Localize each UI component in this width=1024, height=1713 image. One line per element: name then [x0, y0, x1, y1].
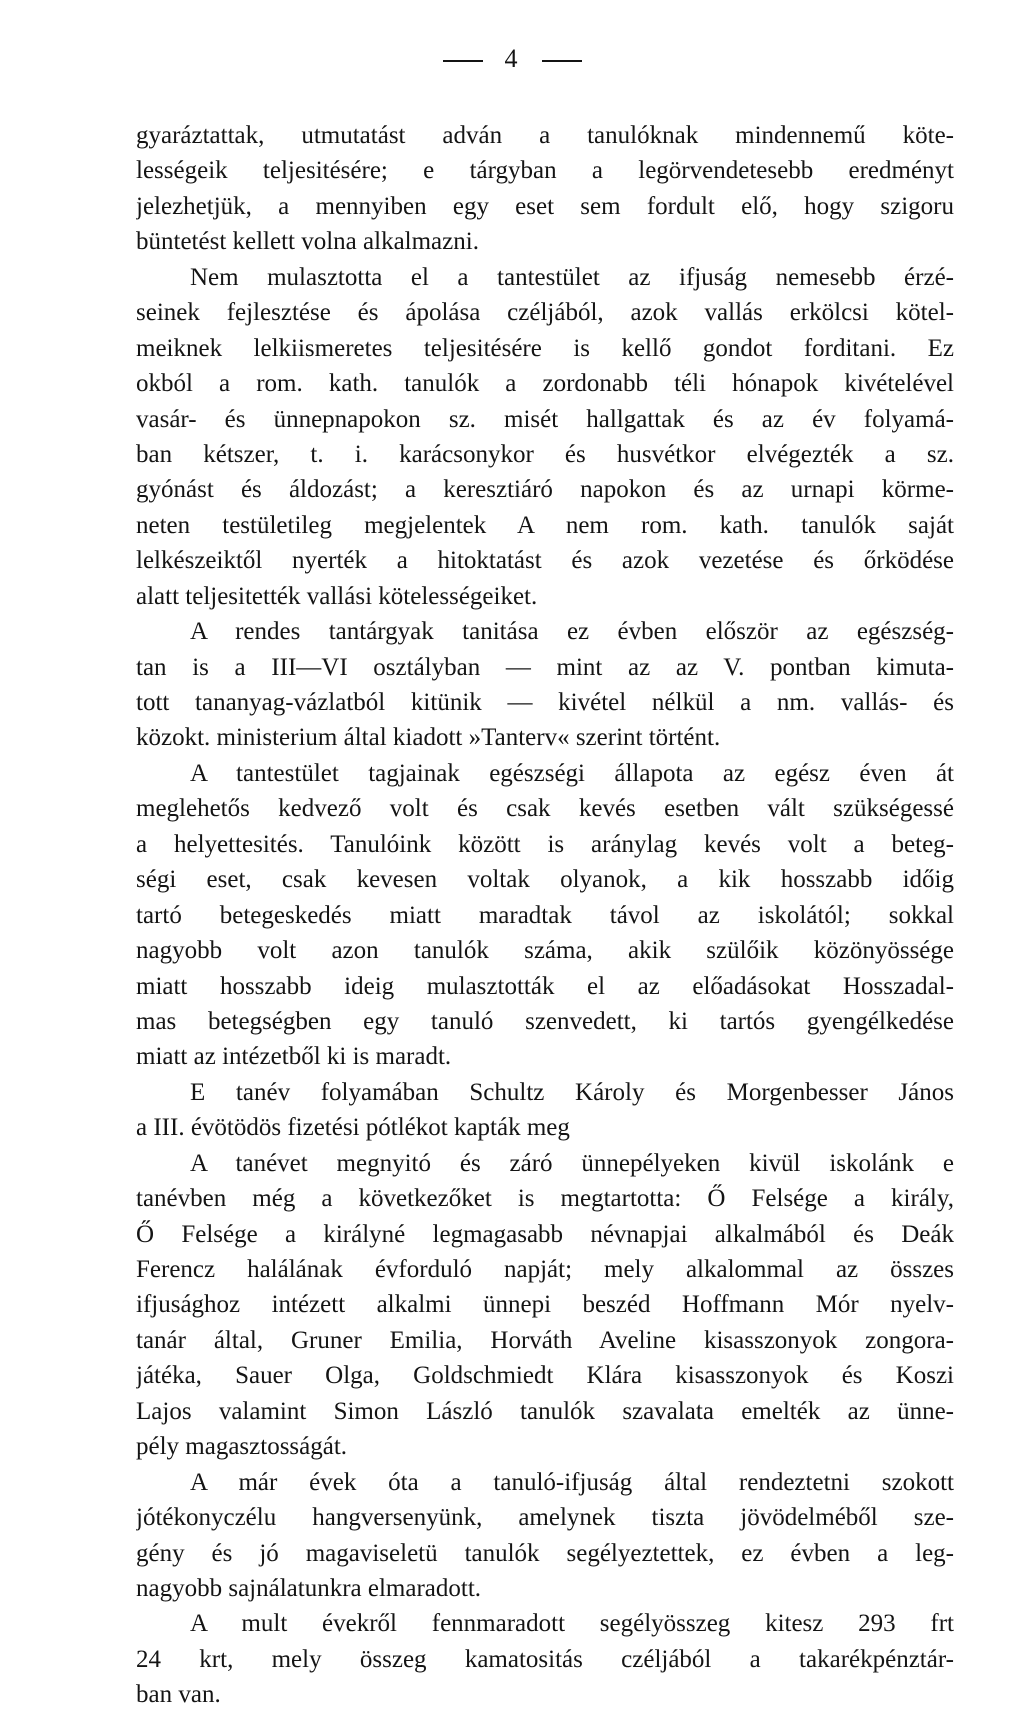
text-line: A már évek óta a tanuló-ifjuság által rendeztetni szokott — [190, 1468, 954, 1496]
text-line: a helyettesités. Tanulóink között is aránylag kevés volt a beteg- — [136, 830, 954, 858]
body-text — [136, 118, 954, 1713]
text-line: A mult évekről fennmaradott segélyösszeg kitesz 293 frt — [190, 1610, 954, 1638]
text-line: pély magasztosságát. — [136, 1433, 348, 1461]
page-number-dash-right — [542, 60, 582, 62]
text-line: miatt hosszabb ideig mulasztották el az előadásokat Hosszadal- — [136, 972, 954, 1000]
text-line: közokt. ministerium által kiadott »Tanterv« szerint történt. — [136, 724, 721, 752]
text-line: 24 krt, mely összeg kamatositás czéljából a takarékpénztár- — [136, 1645, 954, 1673]
text-line: E tanév folyamában Schultz Károly és Morgenbesser János — [190, 1078, 954, 1106]
text-line: Lajos valamint Simon László tanulók szavalata emelték az ünne- — [136, 1397, 954, 1425]
page-number-dash-left — [443, 60, 483, 62]
text-line: büntetést kellett volna alkalmazni. — [136, 228, 479, 256]
text-line: A rendes tantárgyak tanitása ez évben először az egészség- — [190, 618, 954, 646]
text-line: lelkészeiktől nyerték a hitoktatást és azok vezetése és őrködése — [136, 547, 954, 575]
text-line: Ő Felsége a királyné legmagasabb névnapjai alkalmából és Deák — [136, 1220, 954, 1248]
text-line: tott tananyag-vázlatból kitünik — kivétel nélkül a nm. vallás- és — [136, 689, 954, 716]
text-line: ban van. — [136, 1681, 221, 1709]
text-line: A tantestület tagjainak egészségi állapota az egész éven át — [190, 759, 954, 787]
text-line: tan is a III—VI osztályban — mint az az V. pontban kimuta- — [136, 653, 954, 681]
text-line: jelezhetjük, a mennyiben egy eset sem fordult elő, hogy szigoru — [136, 192, 954, 220]
text-line: ban kétszer, t. i. karácsonykor és husvétkor elvégezték a sz. — [136, 440, 954, 468]
text-line: miatt az intézetből ki is maradt. — [136, 1043, 452, 1071]
text-line: Ferencz halálának évforduló napját; mely alkalommal az összes — [136, 1256, 954, 1283]
text-line: A tanévet megnyitó és záró ünnepélyeken kivül iskolánk e — [190, 1149, 954, 1177]
text-line: seinek fejlesztése és ápolása czéljából, azok vallás erkölcsi kötel- — [136, 299, 954, 327]
text-line: Nem mulasztotta el a tantestület az ifjuság nemesebb érzé- — [190, 263, 954, 291]
text-line: jótékonyczélu hangversenyünk, amelynek tiszta jövödelméből sze- — [136, 1504, 954, 1532]
text-line: gyaráztattak, utmutatást adván a tanulóknak mindennemű köte- — [136, 122, 954, 149]
text-line: ifjusághoz intézett alkalmi ünnepi beszéd Hoffmann Mór nyelv- — [136, 1291, 954, 1319]
text-line: meglehetős kedvező volt és csak kevés esetben vált szükségessé — [136, 795, 954, 823]
text-line: alatt teljesitették vallási kötelességeiket. — [136, 582, 538, 610]
text-line: tartó betegeskedés miatt maradtak távol az iskolától; sokkal — [136, 901, 954, 929]
text-line: meiknek lelkiismeretes teljesitésére is kellő gondot forditani. Ez — [136, 334, 954, 362]
text-line: tanévben még a következőket is megtartotta: Ő Felsége a király, — [136, 1185, 954, 1213]
page-number-value: 4 — [504, 44, 520, 73]
text-line: gyónást és áldozást; a keresztiáró napokon és az urnapi körme- — [136, 476, 954, 504]
text-line: lességeik teljesitésére; e tárgyban a legörvendetesebb eredményt — [136, 157, 954, 185]
text-line: ségi eset, csak kevesen voltak olyanok, a kik hosszabb időig — [136, 866, 954, 894]
text-line: okból a rom. kath. tanulók a zordonabb téli hónapok kivételével — [136, 370, 954, 398]
text-line: játéka, Sauer Olga, Goldschmiedt Klára kisasszonyok és Koszi — [136, 1362, 954, 1390]
text-line: nagyobb volt azon tanulók száma, akik szülőik közönyössége — [136, 937, 954, 965]
text-line: vasár- és ünnepnapokon sz. misét hallgattak és az év folyamá- — [136, 405, 954, 433]
text-line: mas betegségben egy tanuló szenvedett, ki tartós gyengélkedése — [136, 1007, 954, 1035]
text-line: neten testületileg megjelentek A nem rom. kath. tanulók saját — [136, 511, 954, 539]
text-line: a III. évötödös fizetési pótlékot kapták meg — [136, 1114, 570, 1142]
page-number — [0, 44, 1024, 74]
text-line: nagyobb sajnálatunkra elmaradott. — [136, 1574, 482, 1602]
text-line: gény és jó magaviseletü tanulók segélyeztettek, ez évben a leg- — [136, 1539, 954, 1567]
text-line: tanár által, Gruner Emilia, Horváth Aveline kisasszonyok zongora- — [136, 1326, 954, 1354]
